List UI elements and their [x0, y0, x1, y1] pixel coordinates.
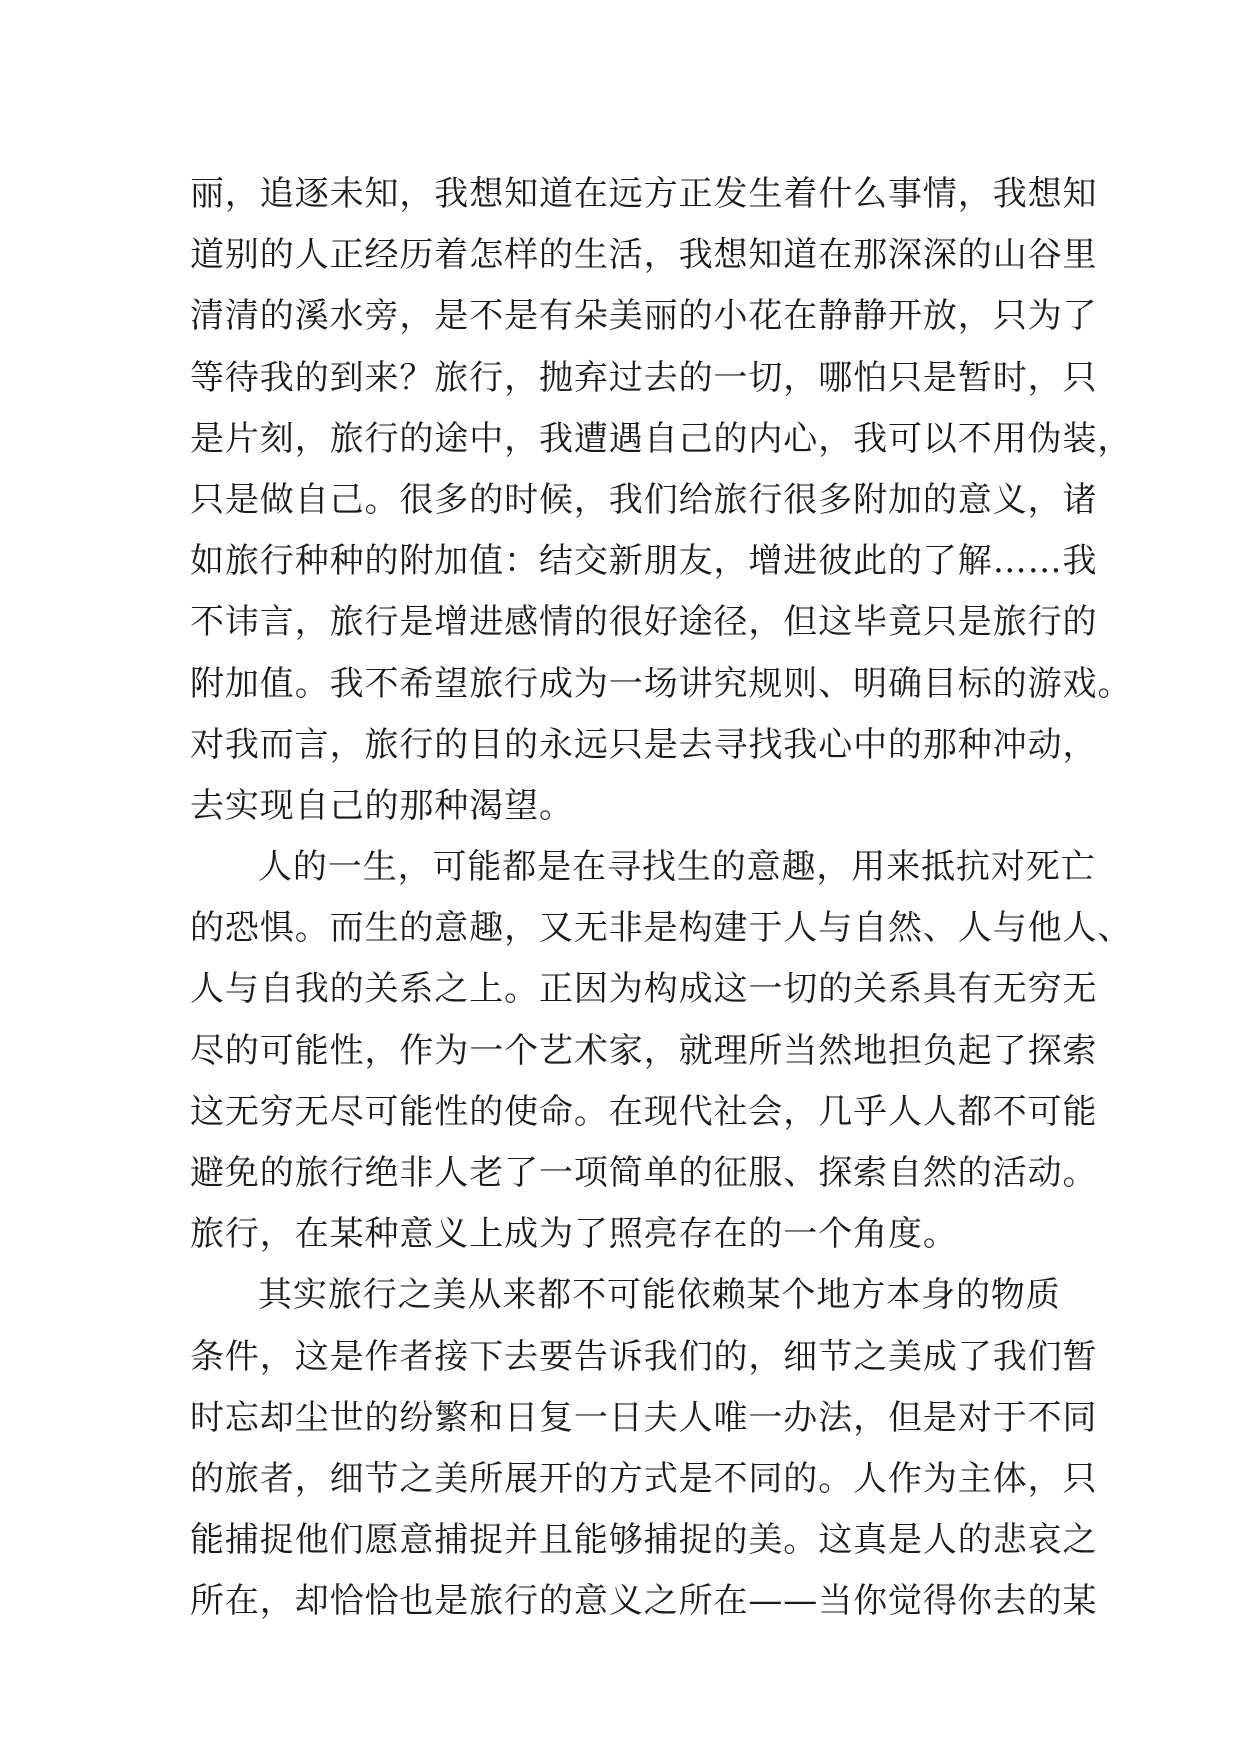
text-line: 旅行，在某种意义上成为了照亮存在的一个角度。 — [190, 1214, 958, 1255]
body-text — [190, 164, 1133, 1633]
paragraph-first-line: 其实旅行之美从来都不可能依赖某个地方本身的物质 — [258, 1275, 1061, 1316]
text-line: 的恐惧。而生的意趣，又无非是构建于人与自然、人与他人、 — [190, 908, 1133, 949]
text-line: 所在，却恰恰也是旅行的意义之所在——当你觉得你去的某 — [190, 1581, 1098, 1622]
text-line: 尽的可能性，作为一个艺术家，就理所当然地担负起了探索 — [190, 1030, 1098, 1071]
text-line: 避免的旅行绝非人老了一项简单的征服、探索自然的活动。 — [190, 1153, 1098, 1193]
text-line: 清清的溪水旁，是不是有朵美丽的小花在静静开放，只为了 — [190, 296, 1098, 337]
text-line: 的旅者，细节之美所展开的方式是不同的。人作为主体，只 — [190, 1458, 1098, 1499]
text-line: 条件，这是作者接下去要告诉我们的，细节之美成了我们暂 — [190, 1336, 1098, 1377]
text-line: 是片刻，旅行的途中，我遭遇自己的内心，我可以不用伪装， — [190, 418, 1133, 459]
text-line: 去实现自己的那种渴望。 — [190, 785, 574, 826]
text-line: 时忘却尘世的纷繁和日复一日夫人唯一办法，但是对于不同 — [190, 1397, 1098, 1438]
text-line: 等待我的到来？旅行，抛弃过去的一切，哪怕只是暂时，只 — [190, 357, 1098, 398]
text-line: 附加值。我不希望旅行成为一场讲究规则、明确目标的游戏。 — [190, 663, 1133, 704]
paragraph-first-line: 人的一生，可能都是在寻找生的意趣，用来抵抗对死亡 — [258, 847, 1096, 888]
text-line: 对我而言，旅行的目的永远只是去寻找我心中的那种冲动， — [190, 724, 1098, 765]
text-line: 人与自我的关系之上。正因为构成这一切的关系具有无穷无 — [190, 969, 1098, 1010]
text-line: 丽，追逐未知，我想知道在远方正发生着什么事情，我想知 — [190, 174, 1098, 214]
text-line: 这无穷无尽可能性的使命。在现代社会，几乎人人都不可能 — [190, 1091, 1098, 1132]
text-line: 能捕捉他们愿意捕捉并且能够捕捉的美。这真是人的悲哀之 — [190, 1520, 1098, 1561]
text-line: 不讳言，旅行是增进感情的很好途径，但这毕竟只是旅行的 — [190, 602, 1098, 643]
text-line: 只是做自己。很多的时候，我们给旅行很多附加的意义，诸 — [190, 479, 1098, 520]
text-line: 如旅行种种的附加值：结交新朋友，增进彼此的了解……我 — [190, 541, 1098, 582]
text-line: 道别的人正经历着怎样的生活，我想知道在那深深的山谷里 — [190, 235, 1098, 276]
